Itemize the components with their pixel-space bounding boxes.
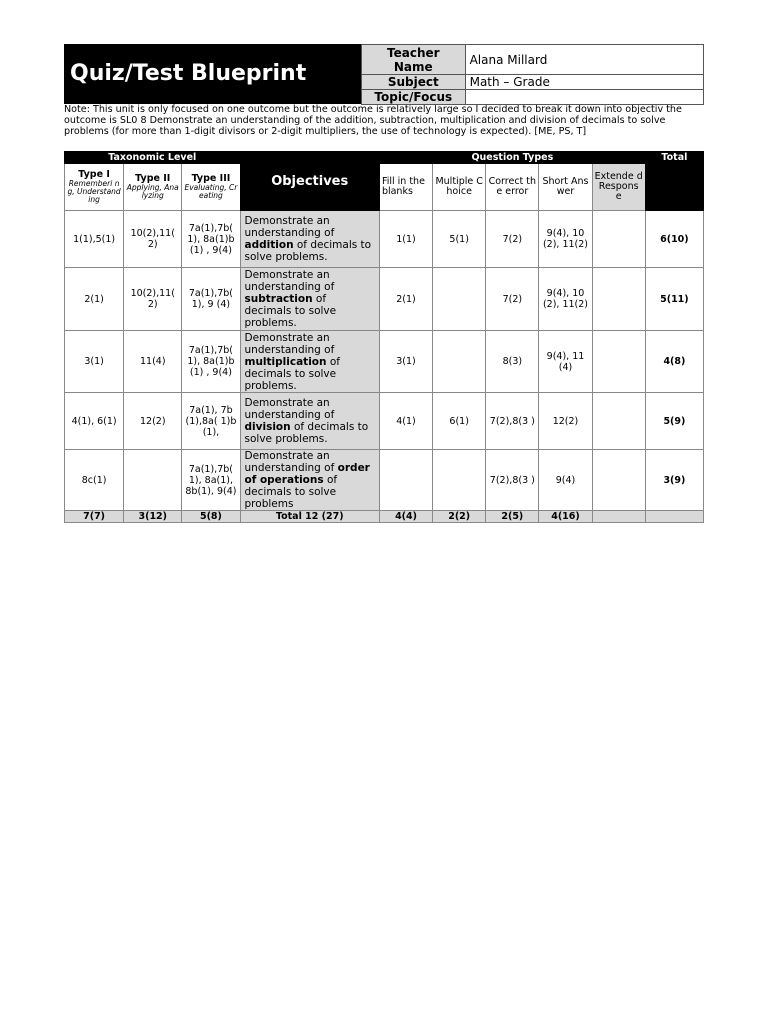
fill-blanks-cell: 3(1) [379,331,432,393]
type-2-cell: 11(4) [124,331,182,393]
objective-cell: Demonstrate an understanding of division of decimals to solve problems. [240,393,379,450]
row-total-cell: 5(11) [645,268,703,331]
extended-response-cell [592,268,645,331]
blueprint-table [64,151,704,523]
question-types-header: Question Types [379,152,645,164]
totals-row [65,511,704,523]
teacher-name-label: Teacher Name [362,45,466,75]
extended-response-cell [592,393,645,450]
page-title: Quiz/Test Blueprint [64,44,361,104]
correct-error-header: Correct the error [486,164,539,211]
short-answer-cell: 9(4), 10(2), 11(2) [539,268,592,331]
objective-cell: Demonstrate an understanding of subtraction of decimals to solve problems. [240,268,379,331]
total-header: Total [645,152,703,211]
type-3-header: Type III Evaluating, Creating [182,164,240,211]
fill-blanks-cell [379,450,432,511]
teacher-name-value[interactable]: Alana Millard [465,45,703,75]
type-2-cell: 10(2),11( 2) [124,268,182,331]
table-row [65,268,704,331]
correct-error-cell: 7(2) [486,268,539,331]
objectives-total: Total 12 (27) [240,511,379,523]
type-3-total: 5(8) [182,511,240,523]
correct-error-cell: 7(2),8(3 ) [486,393,539,450]
header [64,44,704,104]
short-answer-cell: 12(2) [539,393,592,450]
table-row [65,211,704,268]
table-row [65,393,704,450]
type-1-cell: 1(1),5(1) [65,211,124,268]
type-1-cell: 4(1), 6(1) [65,393,124,450]
type-2-total: 3(12) [124,511,182,523]
type-2-header: Type II Applying, Analyzing [124,164,182,211]
fill-blanks-header: Fill in the blanks [379,164,432,211]
type-1-header: Type I Rememberi ng, Understand ing [65,164,124,211]
type-3-cell: 7a(1),7b( 1), 8a(1), 8b(1), 9(4) [182,450,240,511]
row-total-cell: 5(9) [645,393,703,450]
subject-label: Subject [362,75,466,90]
multiple-choice-cell: 5(1) [433,211,486,268]
short-answer-cell: 9(4), 11(4) [539,331,592,393]
short-answer-header: Short Answer [539,164,592,211]
blueprint-page [64,44,704,137]
extended-response-cell [592,331,645,393]
row-total-cell: 3(9) [645,450,703,511]
fill-blanks-cell: 4(1) [379,393,432,450]
multiple-choice-cell [433,450,486,511]
subject-value[interactable]: Math – Grade [465,75,703,90]
objective-cell: Demonstrate an understanding of addition of decimals to solve problems. [240,211,379,268]
outcome-note: Note: This unit is only focused on one outcome but the outcome is relatively large so I decided to break it down into objectiv the outcome is SL0 8 Demonstrate an understanding of the addition, subtraction, multiplication and division of decimals to solve problems (for more than 1-digit divisors or 2-digit multipliers, the use of technology is expected). [ME, PS, T] [64,104,682,137]
short-answer-cell: 9(4), 10(2), 11(2) [539,211,592,268]
type-1-total: 7(7) [65,511,124,523]
correct-error-total: 2(5) [486,511,539,523]
type-2-cell: 12(2) [124,393,182,450]
type-3-cell: 7a(1),7b( 1), 8a(1)b(1) , 9(4) [182,211,240,268]
type-2-cell [124,450,182,511]
multiple-choice-cell [433,331,486,393]
grand-total [645,511,703,523]
type-3-cell: 7a(1), 7b(1),8a( 1)b(1), [182,393,240,450]
table-row [65,331,704,393]
multiple-choice-total: 2(2) [433,511,486,523]
short-answer-total: 4(16) [539,511,592,523]
table-row [65,450,704,511]
multiple-choice-cell [433,268,486,331]
multiple-choice-header: Multiple Choice [433,164,486,211]
fill-blanks-cell: 1(1) [379,211,432,268]
topic-value[interactable] [465,90,703,105]
type-3-cell: 7a(1),7b( 1), 9 (4) [182,268,240,331]
extended-response-header: Extende d Respons e [592,164,645,211]
row-total-cell: 6(10) [645,211,703,268]
objective-cell: Demonstrate an understanding of multiplication of decimals to solve problems. [240,331,379,393]
short-answer-cell: 9(4) [539,450,592,511]
extended-response-cell [592,211,645,268]
row-total-cell: 4(8) [645,331,703,393]
fill-blanks-cell: 2(1) [379,268,432,331]
correct-error-cell: 7(2) [486,211,539,268]
fill-blanks-total: 4(4) [379,511,432,523]
type-1-cell: 3(1) [65,331,124,393]
objective-cell: Demonstrate an understanding of order of operations of decimals to solve problems [240,450,379,511]
type-1-cell: 2(1) [65,268,124,331]
type-1-cell: 8c(1) [65,450,124,511]
extended-response-cell [592,450,645,511]
header-info-table [361,44,704,105]
type-3-cell: 7a(1),7b( 1), 8a(1)b(1) , 9(4) [182,331,240,393]
type-2-cell: 10(2),11( 2) [124,211,182,268]
correct-error-cell: 8(3) [486,331,539,393]
correct-error-cell: 7(2),8(3 ) [486,450,539,511]
topic-label: Topic/Focus [362,90,466,105]
objectives-header: Objectives [240,152,379,211]
multiple-choice-cell: 6(1) [433,393,486,450]
taxonomic-level-header: Taxonomic Level [65,152,241,164]
extended-response-total [592,511,645,523]
